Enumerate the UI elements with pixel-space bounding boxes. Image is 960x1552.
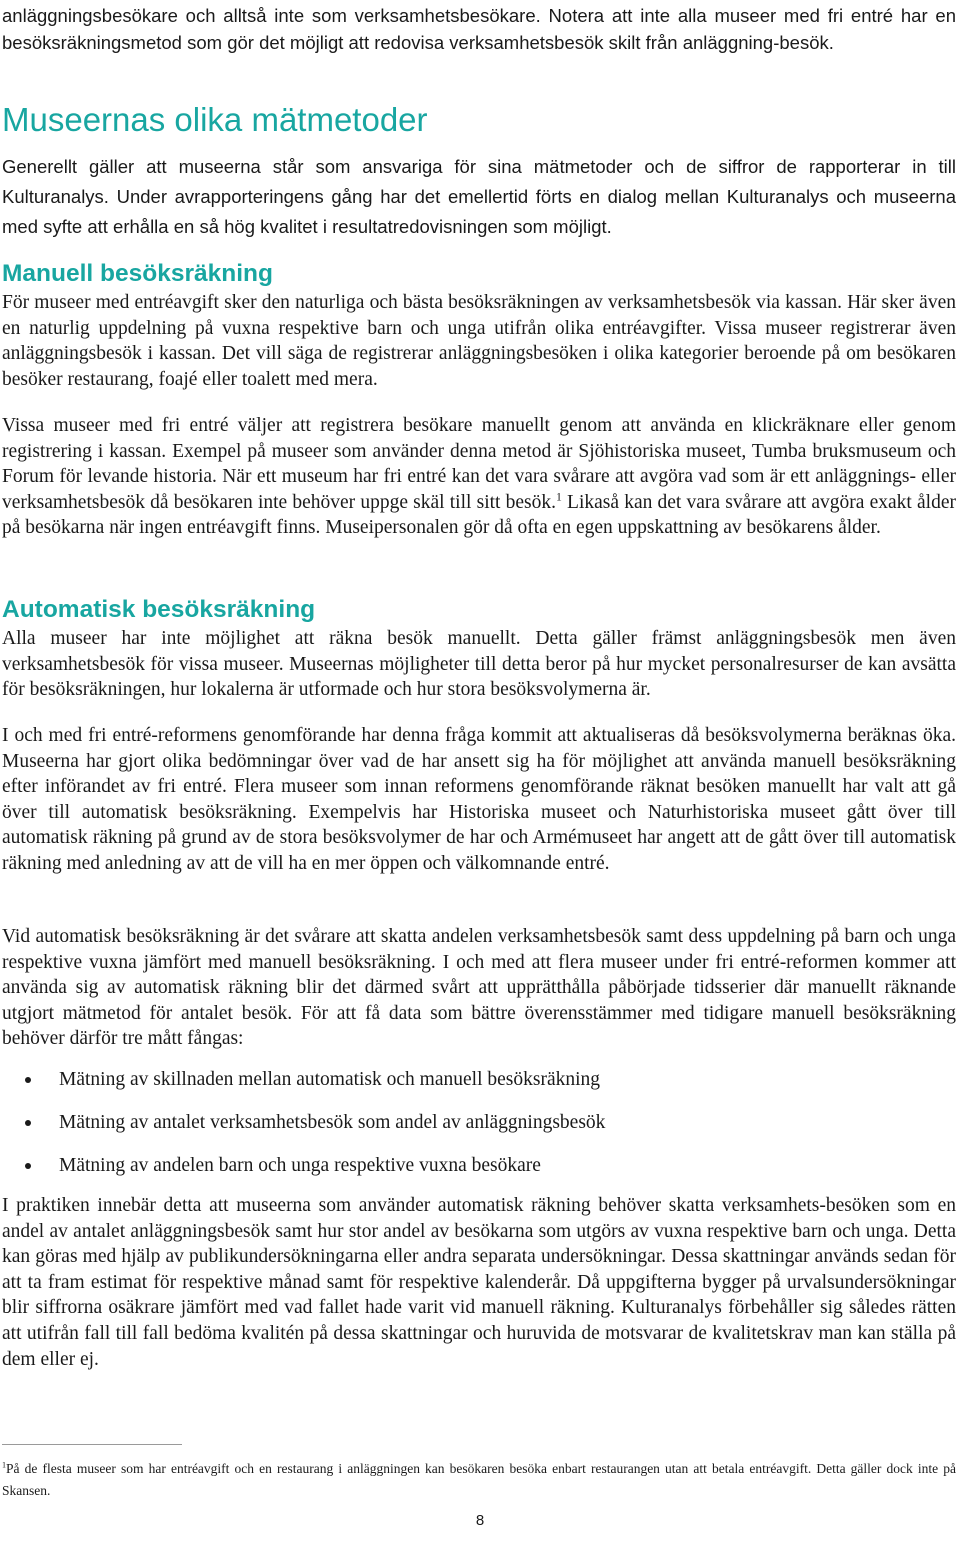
list-item <box>2 1105 902 1148</box>
heading-museernas-olika-matmetoder: Museernas olika mätmetoder <box>2 101 428 138</box>
list-item <box>2 1148 902 1191</box>
list-item <box>2 1062 902 1105</box>
automatisk-paragraph-4: I praktiken innebär detta att museerna som använder automatisk räkning behöver skatta verksamhets-besöken som en andel av antalet anläggningsbesök samt hur stor andel av besökarna som utgörs av vuxna respektive barn och unga. Detta kan göras med hjälp av publikundersökningarna eller andra separata undersökningar. Dessa skattningar används sedan för att ta fram estimat för respektive månad samt för respektive kalenderår. Då uppgifterna bygger på urvalsundersökningar blir siffrorna osäkrare jämfört med vad fallet hade varit vid manuell räkning. Kulturanalys förbehåller sig således rätten att utifrån fall till fall bedöma kvalitén på dessa skattningar och huruvida de motsvarar de kvalitetskrav man kan ställa på dem eller ej. <box>2 1195 956 1370</box>
bullet-icon <box>25 1163 31 1169</box>
manuell-paragraph-2-part-2: Likaså kan det vara svårare att avgöra exakt ålder på besökarna när ingen entréavgift finns. Museipersonalen gör då ofta en egen uppskattning av besökarens ålder. <box>2 491 956 539</box>
automatisk-paragraph-2: I och med fri entré-reformens genomförande har denna fråga kommit att aktualiseras då besöksvolymerna beräknas öka. Museerna har gjort olika bedömningar över vad de har ansett sig ha för möjlighet att använda manuell besöksräkning efter införandet av fri entré. Flera museer som innan reformens genomförande räknat besöken manuellt har valt att gå över till automatisk besöksräkning. Exempelvis har Historiska museet och Naturhistoriska museet gått över till automatisk räkning på grund av de stora besöksvolymer de har och Armémuseet har angett att de gått över till automatisk räkning med anledning av att de vill ha en mer öppen och välkomnande entré. <box>2 725 956 874</box>
list-item-text: Mätning av skillnaden mellan automatisk och manuell besöksräkning <box>59 1069 601 1090</box>
page-number: 8 <box>475 1512 485 1529</box>
footnote-reference[interactable]: 1 <box>556 490 562 504</box>
measurement-bullet-list <box>2 1062 902 1191</box>
heading-manuell-besoksrakning: Manuell besöksräkning <box>2 260 273 287</box>
manuell-paragraph-2-part-1: Vissa museer med fri entré väljer att registrera besökare manuellt genom att använda en klickräknare eller genom registrering i kassan. Exempel på museer som använder denna metod är Sjöhistoriska museet, Tumba bruksmuseum och Forum för levande historia. När ett museum har fri entré kan det vara svårare att avgöra vad som är ett anläggnings- eller verksamhetsbesök då besökaren inte behöver uppge skäl till sitt besök. <box>2 415 956 513</box>
intro-paragraph: anläggningsbesökare och alltså inte som verksamhetsbesökare. Notera att inte alla museer med fri entré har en besöksräkningsmetod som gör det möjligt att redovisa verksamhetsbesök skilt från anläggning-besök. <box>2 5 956 53</box>
automatisk-paragraph-1: Alla museer har inte möjlighet att räkna besök manuellt. Detta gäller främst anläggningsbesök men även verksamhetsbesök för vissa museer. Museernas möjligheter till detta beror på hur mycket personalresurser de kan avsätta för besöksräkningen, hur lokalerna är utformade och hur stora besöksvolymerna är. <box>2 628 956 701</box>
bullet-icon <box>25 1077 31 1083</box>
list-item-text: Mätning av andelen barn och unga respektive vuxna besökare <box>59 1155 541 1176</box>
automatisk-paragraph-3: Vid automatisk besöksräkning är det svårare att skatta andelen verksamhetsbesök samt dess uppdelning på barn och unga respektive vuxna jämfört med manuell besöksräkning. I och med att flera museer under fri entré-reformen kommer att använda sig av automatisk räkning blir det därmed svårt att upprätthålla påbörjade tidsserier där manuellt räknande utgjort mätmetod för antalet besök. För att få data som bättre överensstämmer med tidigare manuell besöksräkning behöver därför tre mått fångas: <box>2 926 956 1050</box>
heading-automatisk-besoksrakning: Automatisk besöksräkning <box>2 596 316 623</box>
footnote <box>2 1458 956 1502</box>
footnote-marker: 1 <box>2 1460 7 1470</box>
footnote-divider <box>2 1444 182 1445</box>
footnote-text: På de flesta museer som har entréavgift och en restaurang i anläggningen kan besökaren besöka enbart restaurangen utan att betala entréavgift. Detta gäller dock inte på Skansen. <box>2 1461 956 1498</box>
manuell-paragraph-2 <box>2 413 956 541</box>
list-item-text: Mätning av antalet verksamhetsbesök som andel av anläggningsbesök <box>59 1112 606 1133</box>
manuell-paragraph-1: För museer med entréavgift sker den naturliga och bästa besöksräkningen av verksamhetsbesök via kassan. Här sker även en naturlig uppdelning på vuxna respektive barn och unga utifrån olika entréavgifter. Vissa museer registrerar även anläggningsbesök i kassan. Det vill säga de registrerar anläggningsbesöken i olika kategorier beroende på om besökaren besöker restaurang, foajé eller toalett med mera. <box>2 292 956 390</box>
matmetoder-paragraph: Generellt gäller att museerna står som ansvariga för sina mätmetoder och de siffror de rapporterar in till Kulturanalys. Under avrapporteringens gång har det emellertid förts en dialog mellan Kulturanalys och museerna med syfte att erhålla en så hög kvalitet i resultatredovisningen som möjligt. <box>2 156 956 237</box>
bullet-icon <box>25 1120 31 1126</box>
